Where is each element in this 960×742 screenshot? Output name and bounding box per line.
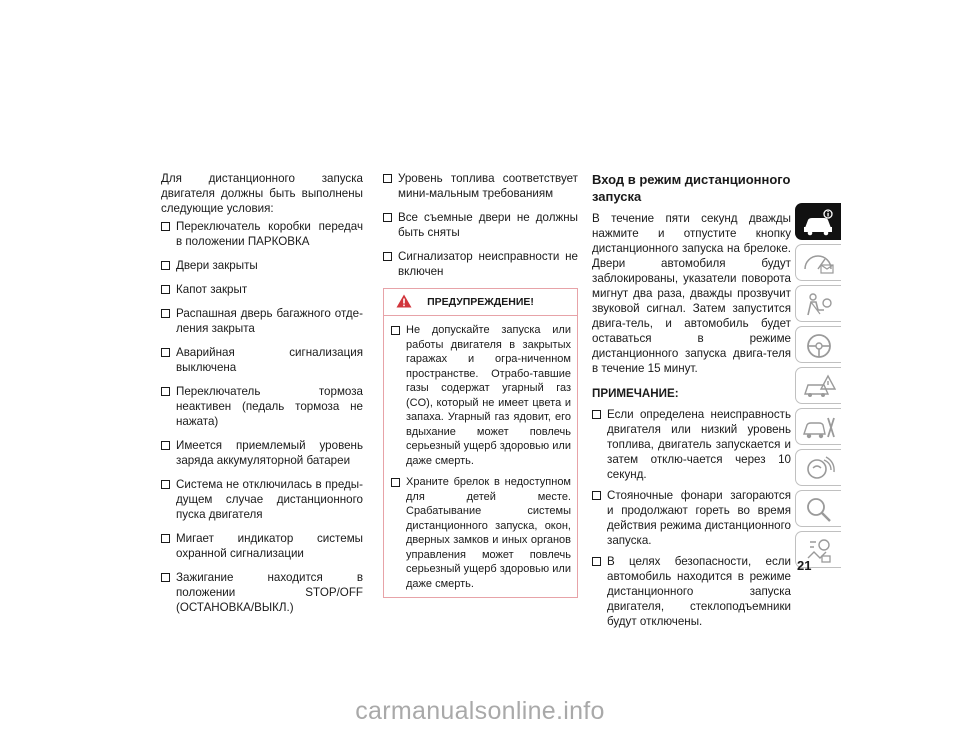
warning-title: ПРЕДУПРЕЖДЕНИЕ! [427, 296, 534, 308]
warning-triangle-icon [396, 294, 412, 308]
tab-multimedia[interactable] [795, 449, 841, 486]
warning-box [383, 288, 578, 598]
steering-wheel-icon [802, 331, 836, 360]
instrument-cluster-icon [802, 249, 836, 278]
note-item: Если определена неисправность двигателя или низкий уровень топлива, двигатель запускается и затем отклю-чается через 10 секунд. [592, 407, 791, 482]
condition-item: Имеется приемлемый уровень заряда аккумуляторной батареи [161, 438, 363, 468]
conditions-intro: Для дистанционного запуска двигателя должны быть выполнены следующие условия: [161, 172, 363, 215]
warning-item: Храните брелок в недоступном для детей месте. Срабатывание системы дистанционного запуска, окон, дверных замков и иных органов управления может повлечь серьезный ущерб здоровью или даже смерть. [391, 475, 571, 591]
watermark: carmanualsonline.info [355, 697, 605, 725]
note-item: В целях безопасности, если автомобиль находится в режиме дистанционного запуска двигателя, стеклоподъемники будут отключены. [592, 554, 791, 629]
warning-list [384, 323, 577, 591]
tab-controls[interactable] [795, 326, 841, 363]
condition-item: Мигает индикатор системы охранной сигнализации [161, 531, 363, 561]
condition-item: Распашная дверь багажного отде-ления закрыта [161, 306, 363, 336]
notes-list [592, 407, 791, 629]
warning-header [384, 289, 577, 316]
vehicle-info-icon [802, 208, 836, 237]
service-car-icon [802, 413, 836, 442]
tab-search[interactable] [795, 490, 841, 527]
left-column [161, 171, 363, 615]
conditions-list [161, 219, 363, 615]
note-label: ПРИМЕЧАНИЕ: [592, 387, 679, 400]
chapter-tabs [795, 203, 841, 572]
tab-service[interactable] [795, 408, 841, 445]
condition-item: Аварийная сигнализация выключена [161, 345, 363, 375]
tab-emergency[interactable] [795, 367, 841, 404]
tab-safety[interactable] [795, 285, 841, 322]
condition-item: Переключатель тормоза неактивен (педаль тормоза не нажата) [161, 384, 363, 429]
section-paragraph: В течение пяти секунд дважды нажмите и отпустите кнопку дистанционного запуска на брелоке. Двери автомобиля будут заблокированы, указатели поворота мигнут два раза, дважды прозвучит звуковой сигнал. Затем запустится двига-тель, и автомобиль будет оставаться в режиме дистанционного запуска двига-теля в течение 15 минут. [592, 212, 791, 375]
warning-item: Не допускайте запуска или работы двигателя в закрытых гаражах и огра-ниченном пространстве. Отрабо-тавшие газы содержат угарный газ (CO), который не имеет цвета и запаха. Угарный газ ядовит, его вдыхание может повлечь серьезный ущерб здоровью или даже смерть. [391, 323, 571, 468]
page-number: 21 [797, 558, 812, 573]
search-icon [802, 495, 836, 524]
note-item: Стояночные фонари загораются и продолжают гореть во время действия режима дистанционного запуска. [592, 488, 791, 548]
conditions-list-continued [383, 171, 578, 279]
condition-item: Зажигание находится в положении STOP/OFF (ОСТАНОВКА/ВЫКЛ.) [161, 570, 363, 615]
section-heading: Вход в режим дистанционного запуска [592, 172, 791, 204]
multimedia-icon [802, 454, 836, 483]
tab-vehicle-info[interactable] [795, 203, 841, 240]
condition-item: Капот закрыт [161, 282, 363, 297]
condition-item: Двери закрыты [161, 258, 363, 273]
condition-item: Уровень топлива соответствует мини-мальным требованиям [383, 171, 578, 201]
right-column [592, 171, 791, 629]
tab-instrument-cluster[interactable] [795, 244, 841, 281]
condition-item: Все съемные двери не должны быть сняты [383, 210, 578, 240]
condition-item: Система не отключилась в преды-дущем случае дистанционного пуска двигателя [161, 477, 363, 522]
safety-icon [802, 290, 836, 319]
middle-column [383, 171, 578, 598]
condition-item: Сигнализатор неисправности не включен [383, 249, 578, 279]
warning-car-icon [802, 372, 836, 401]
condition-item: Переключатель коробки передач в положении ПАРКОВКА [161, 219, 363, 249]
